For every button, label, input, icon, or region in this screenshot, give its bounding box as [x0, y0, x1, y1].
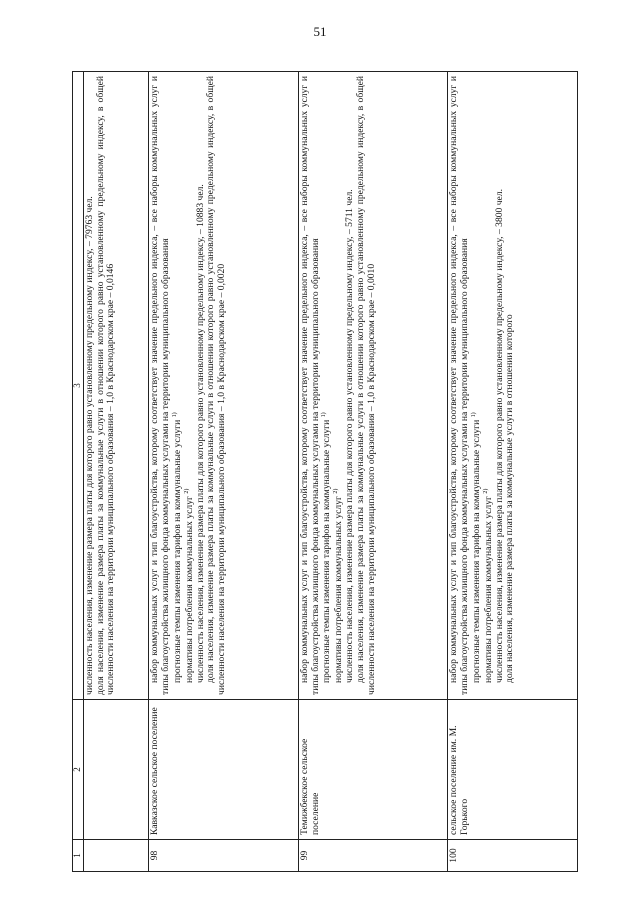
- cell-description: [448, 72, 578, 700]
- text-line: [471, 76, 483, 695]
- text-line: численность населения, изменение размера платы для которого равно установленному предельному индексу, – 79763 чел.: [84, 196, 95, 695]
- footnote-ref: 1): [171, 412, 178, 418]
- table-row-99: [298, 72, 448, 872]
- text-line: набор коммунальных услуг и тип благоустройства, которому соответствует значение предельного индекса, – все наборы коммунальных услуг и типы благоустройства жилищного фонда коммунальных услугами на территории муниципального образования: [448, 76, 471, 695]
- text-line: [483, 76, 495, 695]
- text-line: [172, 76, 184, 695]
- rotated-table-wrapper: [72, 72, 578, 872]
- text-line-content: нормативы потребления коммунальных услуг: [333, 496, 345, 683]
- footnote-ref: 1): [470, 412, 477, 418]
- municipality-name: сельское поселение им. М. Горького: [448, 700, 578, 840]
- municipality-name: Темижбекское сельское поселение: [298, 700, 448, 840]
- text-line: численность населения, изменение размера платы для которого равно установленному предельному индексу, – 5711 чел.: [344, 189, 356, 683]
- cell-municipality: [84, 700, 149, 840]
- cell-description: [84, 72, 149, 700]
- row-number: 98: [149, 840, 299, 872]
- table-header-row: [73, 72, 84, 872]
- cell-description: [298, 72, 448, 700]
- text-line: доля населения, изменение размера платы за коммунальные услуги в отношении которого равно установленному предельному индексу, в общей численности населения на территории муниципального образования – 1,0 в Краснодарском крае – 0,0146: [94, 76, 117, 695]
- footnote-ref: 2): [482, 488, 489, 494]
- text-line: набор коммунальных услуг и тип благоустройства, которому соответствует значение предельного индекса, – все наборы коммунальных услуг и типы благоустройства жилищного фонда коммунальных услугами на территории муниципального образования: [298, 76, 321, 695]
- header-col-2: 2: [73, 700, 84, 840]
- text-line: доля населения, изменение размера платы за коммунальные услуги в отношении которого равно установленному предельному индексу, в общей численности населения на территории муниципального образования – 1,0 в Краснодарском крае – 0,0010: [354, 76, 377, 695]
- header-col-3: 3: [73, 72, 84, 700]
- cell-description: [149, 72, 299, 700]
- header-col-1: 1: [73, 840, 84, 872]
- text-line-content: нормативы потребления коммунальных услуг: [183, 496, 195, 683]
- text-line-content: прогнозные темпы изменения тарифов на коммунальные услуги: [471, 419, 483, 683]
- text-line: численность населения, изменение размера платы для которого равно установленному предельному индексу, – 10883 чел.: [194, 184, 206, 683]
- cell-number: [84, 840, 149, 872]
- text-line-content: прогнозные темпы изменения тарифов на коммунальные услуги: [321, 419, 333, 683]
- footnote-ref: 1): [321, 412, 328, 418]
- text-line-content: нормативы потребления коммунальных услуг: [482, 496, 494, 683]
- page-number: 51: [313, 24, 327, 39]
- table-row-100: [448, 72, 578, 872]
- footnote-ref: 2): [333, 488, 340, 494]
- regulation-table: [72, 71, 578, 872]
- row-number: 99: [298, 840, 448, 872]
- text-line: доля населения, изменение размера платы за коммунальные услуги в отношении которого равно установленному предельному индексу, в общей численности населения на территории муниципального образования – 1,0 в Краснодарском крае – 0,0020: [205, 76, 228, 695]
- text-line: набор коммунальных услуг и тип благоустройства, которому соответствует значение предельного индекса, – все наборы коммунальных услуг и типы благоустройства жилищного фонда коммунальных услугами на территории муниципального образования: [149, 76, 172, 695]
- row-number: 100: [448, 840, 578, 872]
- footnote-ref: 2): [183, 488, 190, 494]
- text-line: доля населения, изменение размера платы за коммунальные услуги в отношении которого: [504, 314, 516, 683]
- municipality-name: Кавказское сельское поселение: [149, 700, 299, 840]
- table-row-continuation: [84, 72, 149, 872]
- rotated-table-container: [72, 72, 578, 872]
- text-line-content: прогнозные темпы изменения тарифов на коммунальные услуги: [172, 419, 184, 683]
- text-line: [321, 76, 333, 695]
- text-line: [184, 76, 196, 695]
- table-row-98: [149, 72, 299, 872]
- text-line: численность населения, изменение размера платы для которого равно установленному предельному индексу, – 3800 чел.: [493, 189, 505, 683]
